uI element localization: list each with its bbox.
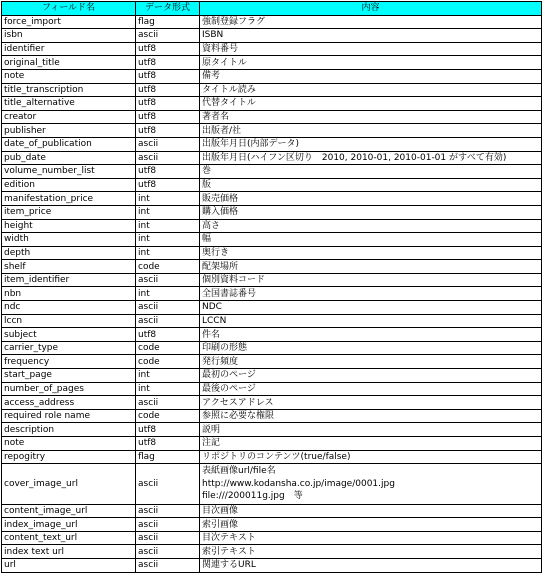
content-cell: アクセスアドレス	[200, 396, 542, 410]
content-cell: 目次画像	[200, 504, 542, 518]
table-row	[2, 382, 542, 396]
content-cell	[200, 464, 542, 505]
data-type-cell: int	[136, 233, 200, 247]
field-name-cell: volume_number_list	[2, 165, 136, 179]
data-type-cell: int	[136, 219, 200, 233]
table-row	[2, 273, 542, 287]
field-name-cell: isbn	[2, 29, 136, 43]
field-name-cell: note	[2, 437, 136, 451]
table-row	[2, 341, 542, 355]
field-name-cell: carrier_type	[2, 341, 136, 355]
table-row	[2, 396, 542, 410]
content-cell: NDC	[200, 301, 542, 315]
content-cell: 購入価格	[200, 205, 542, 219]
field-name-cell: frequency	[2, 355, 136, 369]
content-cell: 著者名	[200, 110, 542, 124]
field-name-cell: description	[2, 423, 136, 437]
table-row	[2, 464, 542, 505]
content-cell: 高さ	[200, 219, 542, 233]
field-name-cell: identifier	[2, 42, 136, 56]
field-name-cell: item_identifier	[2, 273, 136, 287]
content-cell: 最初のページ	[200, 369, 542, 383]
content-cell: 巻	[200, 165, 542, 179]
table-row	[2, 301, 542, 315]
data-type-cell: code	[136, 341, 200, 355]
content-cell: 参照に必要な権限	[200, 409, 542, 423]
content-cell: ISBN	[200, 29, 542, 43]
field-name-cell: date_of_publication	[2, 137, 136, 151]
data-type-cell: ascii	[136, 531, 200, 545]
field-name-cell: publisher	[2, 124, 136, 138]
table-row	[2, 355, 542, 369]
data-type-cell: ascii	[136, 396, 200, 410]
table-row	[2, 219, 542, 233]
table-row	[2, 369, 542, 383]
header-row	[2, 2, 542, 16]
content-cell: 版	[200, 178, 542, 192]
table-row	[2, 15, 542, 29]
field-name-cell: depth	[2, 246, 136, 260]
content-cell: リポジトリのコンテンツ(true/false)	[200, 450, 542, 464]
header-content: 内容	[200, 2, 542, 16]
content-cell: タイトル読み	[200, 83, 542, 97]
data-type-cell: ascii	[136, 301, 200, 315]
data-type-cell: utf8	[136, 83, 200, 97]
field-name-cell: repogitry	[2, 450, 136, 464]
content-cell: 印刷の形態	[200, 341, 542, 355]
table-row	[2, 83, 542, 97]
field-name-cell: subject	[2, 328, 136, 342]
table-row	[2, 29, 542, 43]
table-row	[2, 192, 542, 206]
data-type-cell: ascii	[136, 504, 200, 518]
content-cell: 索引テキスト	[200, 545, 542, 559]
table-row	[2, 178, 542, 192]
content-cell: 備考	[200, 69, 542, 83]
data-type-cell: utf8	[136, 69, 200, 83]
table-row	[2, 246, 542, 260]
content-cell: 発行頻度	[200, 355, 542, 369]
data-type-cell: int	[136, 192, 200, 206]
content-cell: 関連するURL	[200, 559, 542, 573]
field-name-cell: manifestation_price	[2, 192, 136, 206]
content-cell: 全国書誌番号	[200, 287, 542, 301]
content-cell: 出版年月日(ハイフン区切り 2010, 2010-01, 2010-01-01 がすべて有効)	[200, 151, 542, 165]
data-type-cell: ascii	[136, 559, 200, 573]
table-body	[2, 15, 542, 572]
data-type-cell: int	[136, 369, 200, 383]
table-row	[2, 165, 542, 179]
data-type-cell: utf8	[136, 124, 200, 138]
header-field-name: フィールド名	[2, 2, 136, 16]
table-row	[2, 233, 542, 247]
field-name-cell: nbn	[2, 287, 136, 301]
content-cell: LCCN	[200, 314, 542, 328]
content-cell: 配架場所	[200, 260, 542, 274]
data-type-cell: utf8	[136, 328, 200, 342]
data-type-cell: ascii	[136, 137, 200, 151]
content-cell: 注記	[200, 437, 542, 451]
data-type-cell: utf8	[136, 423, 200, 437]
table-row	[2, 110, 542, 124]
content-cell: 販売価格	[200, 192, 542, 206]
field-spec-table	[1, 1, 542, 573]
table-row	[2, 56, 542, 70]
field-name-cell: title_alternative	[2, 97, 136, 111]
table-row	[2, 314, 542, 328]
data-type-cell: ascii	[136, 29, 200, 43]
data-type-cell: code	[136, 409, 200, 423]
data-type-cell: utf8	[136, 165, 200, 179]
table-row	[2, 260, 542, 274]
table-row	[2, 545, 542, 559]
data-type-cell: ascii	[136, 273, 200, 287]
field-name-cell: creator	[2, 110, 136, 124]
field-name-cell: width	[2, 233, 136, 247]
table-row	[2, 42, 542, 56]
field-name-cell: title_transcription	[2, 83, 136, 97]
content-line: 表紙画像url/file名	[202, 466, 276, 477]
field-name-cell: url	[2, 559, 136, 573]
data-type-cell: utf8	[136, 56, 200, 70]
content-cell: 索引画像	[200, 518, 542, 532]
table-row	[2, 124, 542, 138]
table-row	[2, 137, 542, 151]
field-name-cell: pub_date	[2, 151, 136, 165]
data-type-cell: utf8	[136, 437, 200, 451]
field-name-cell: number_of_pages	[2, 382, 136, 396]
field-name-cell: index_image_url	[2, 518, 136, 532]
field-name-cell: content_text_url	[2, 531, 136, 545]
field-name-cell: force_import	[2, 15, 136, 29]
data-type-cell: utf8	[136, 42, 200, 56]
field-name-cell: access_address	[2, 396, 136, 410]
content-cell: 代替タイトル	[200, 97, 542, 111]
data-type-cell: int	[136, 287, 200, 301]
table-row	[2, 531, 542, 545]
content-cell: 最後のページ	[200, 382, 542, 396]
table-row	[2, 69, 542, 83]
content-cell: 出版者/社	[200, 124, 542, 138]
table-row	[2, 287, 542, 301]
table-row	[2, 450, 542, 464]
field-name-cell: lccn	[2, 314, 136, 328]
data-type-cell: ascii	[136, 518, 200, 532]
content-cell: 奥行き	[200, 246, 542, 260]
content-cell: 目次テキスト	[200, 531, 542, 545]
content-cell: 幅	[200, 233, 542, 247]
content-cell: 件名	[200, 328, 542, 342]
data-type-cell: utf8	[136, 110, 200, 124]
data-type-cell: flag	[136, 450, 200, 464]
field-name-cell: cover_image_url	[2, 464, 136, 505]
data-type-cell: code	[136, 260, 200, 274]
table-row	[2, 151, 542, 165]
field-name-cell: shelf	[2, 260, 136, 274]
table-row	[2, 437, 542, 451]
data-type-cell: int	[136, 382, 200, 396]
content-cell: 資料番号	[200, 42, 542, 56]
table-row	[2, 423, 542, 437]
table-row	[2, 409, 542, 423]
content-cell: 原タイトル	[200, 56, 542, 70]
field-name-cell: edition	[2, 178, 136, 192]
field-name-cell: ndc	[2, 301, 136, 315]
content-line: http://www.kodansha.co.jp/image/0001.jpg	[202, 478, 395, 489]
field-name-cell: original_title	[2, 56, 136, 70]
content-cell: 個別資料コード	[200, 273, 542, 287]
data-type-cell: flag	[136, 15, 200, 29]
data-type-cell: code	[136, 355, 200, 369]
field-name-cell: note	[2, 69, 136, 83]
data-type-cell: utf8	[136, 97, 200, 111]
field-name-cell: start_page	[2, 369, 136, 383]
data-type-cell: ascii	[136, 151, 200, 165]
data-type-cell: ascii	[136, 314, 200, 328]
data-type-cell: utf8	[136, 178, 200, 192]
content-line: file:///200011g.jpg 等	[202, 491, 303, 502]
table-row	[2, 504, 542, 518]
content-cell: 説明	[200, 423, 542, 437]
field-name-cell: item_price	[2, 205, 136, 219]
table-row	[2, 205, 542, 219]
field-name-cell: required role name	[2, 409, 136, 423]
content-cell: 強制登録フラグ	[200, 15, 542, 29]
field-name-cell: content_image_url	[2, 504, 136, 518]
data-type-cell: int	[136, 246, 200, 260]
data-type-cell: int	[136, 205, 200, 219]
data-type-cell: ascii	[136, 464, 200, 505]
field-name-cell: height	[2, 219, 136, 233]
data-type-cell: ascii	[136, 545, 200, 559]
field-name-cell: index text url	[2, 545, 136, 559]
table-row	[2, 328, 542, 342]
table-row	[2, 518, 542, 532]
table-row	[2, 97, 542, 111]
table-row	[2, 559, 542, 573]
content-cell: 出版年月日(内部データ)	[200, 137, 542, 151]
header-data-type: データ形式	[136, 2, 200, 16]
